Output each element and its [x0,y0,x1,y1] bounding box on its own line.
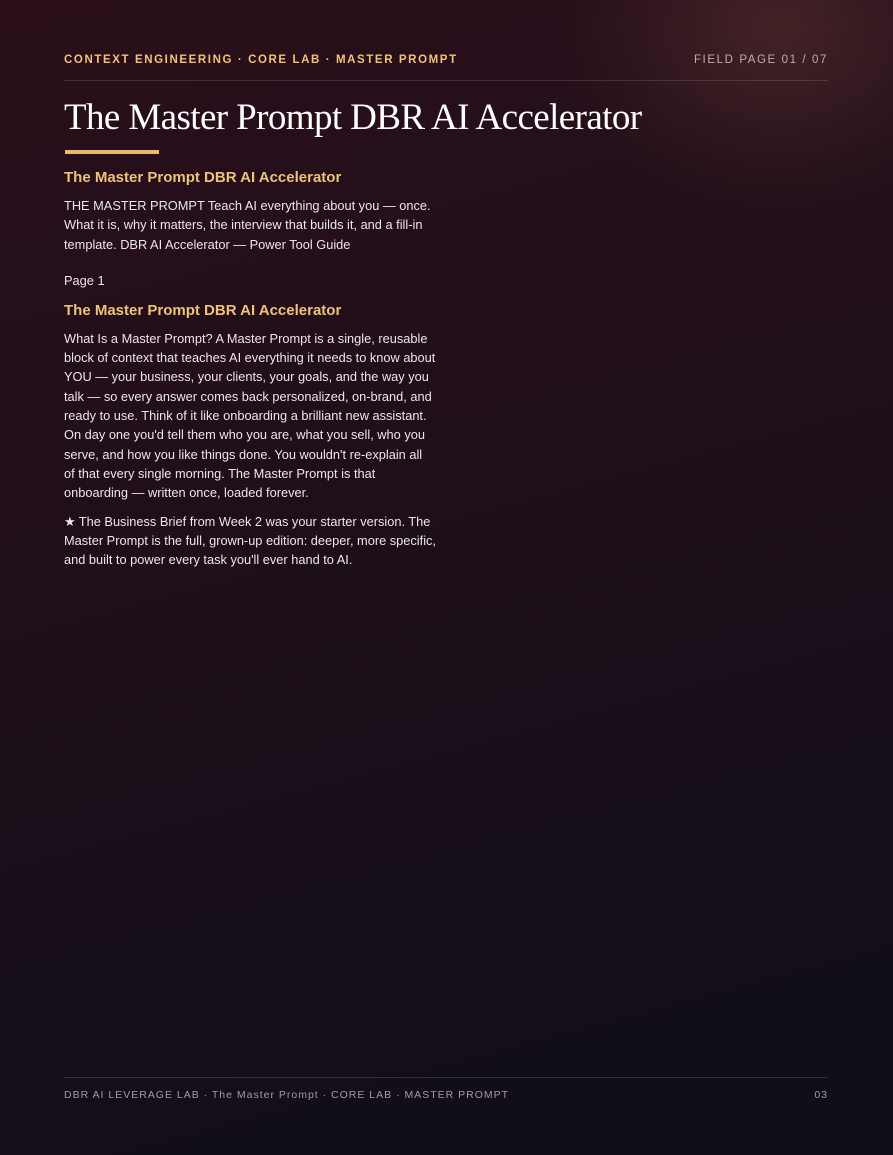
main-content [64,168,436,578]
section-paragraph: THE MASTER PROMPT Teach AI everything about you — once. What it is, why it matters, the interview that builds it, and a fill-in template. DBR AI Accelerator — Power Tool Guide [64,198,431,252]
header-kicker: CONTEXT ENGINEERING · CORE LAB · MASTER PROMPT [64,54,458,66]
field-page-indicator: FIELD PAGE 01 / 07 [693,54,828,66]
section-paragraph: What Is a Master Prompt? A Master Prompt is a single, reusable block of context that teaches AI everything it needs to know about YOU — your business, your clients, your goals, and the way you talk — so every answer comes back personalized, on-brand, and ready to use. Think of it like onboarding a brilliant new assistant. On day one you'd tell them who you are, what you sell, who you serve, and how you like things done. You wouldn't re-explain all of that every single morning. The Master Prompt is that onboarding — written once, loaded forever. [64,330,436,501]
footer-page-number: 03 [814,1089,828,1101]
running-header [64,52,828,81]
section-heading: The Master Prompt DBR AI Accelerator [64,301,342,319]
page-footer [64,1077,828,1108]
section-heading: The Master Prompt DBR AI Accelerator [64,169,342,186]
title-accent-rule [65,150,159,154]
document-page [64,0,828,1155]
page-title: The Master Prompt DBR AI Accelerator [64,97,642,138]
section-1 [64,168,436,290]
section-2 [64,301,436,570]
callout-paragraph: ★ The Business Brief from Week 2 was your starter version. The Master Prompt is the full, grown-up edition: deeper, more specific, and built to power every task you'll ever hand to AI. [64,513,436,568]
footer-text: DBR AI LEVERAGE LAB · The Master Prompt · CORE LAB · MASTER PROMPT [64,1089,510,1101]
page-label: Page 1 [64,272,105,288]
